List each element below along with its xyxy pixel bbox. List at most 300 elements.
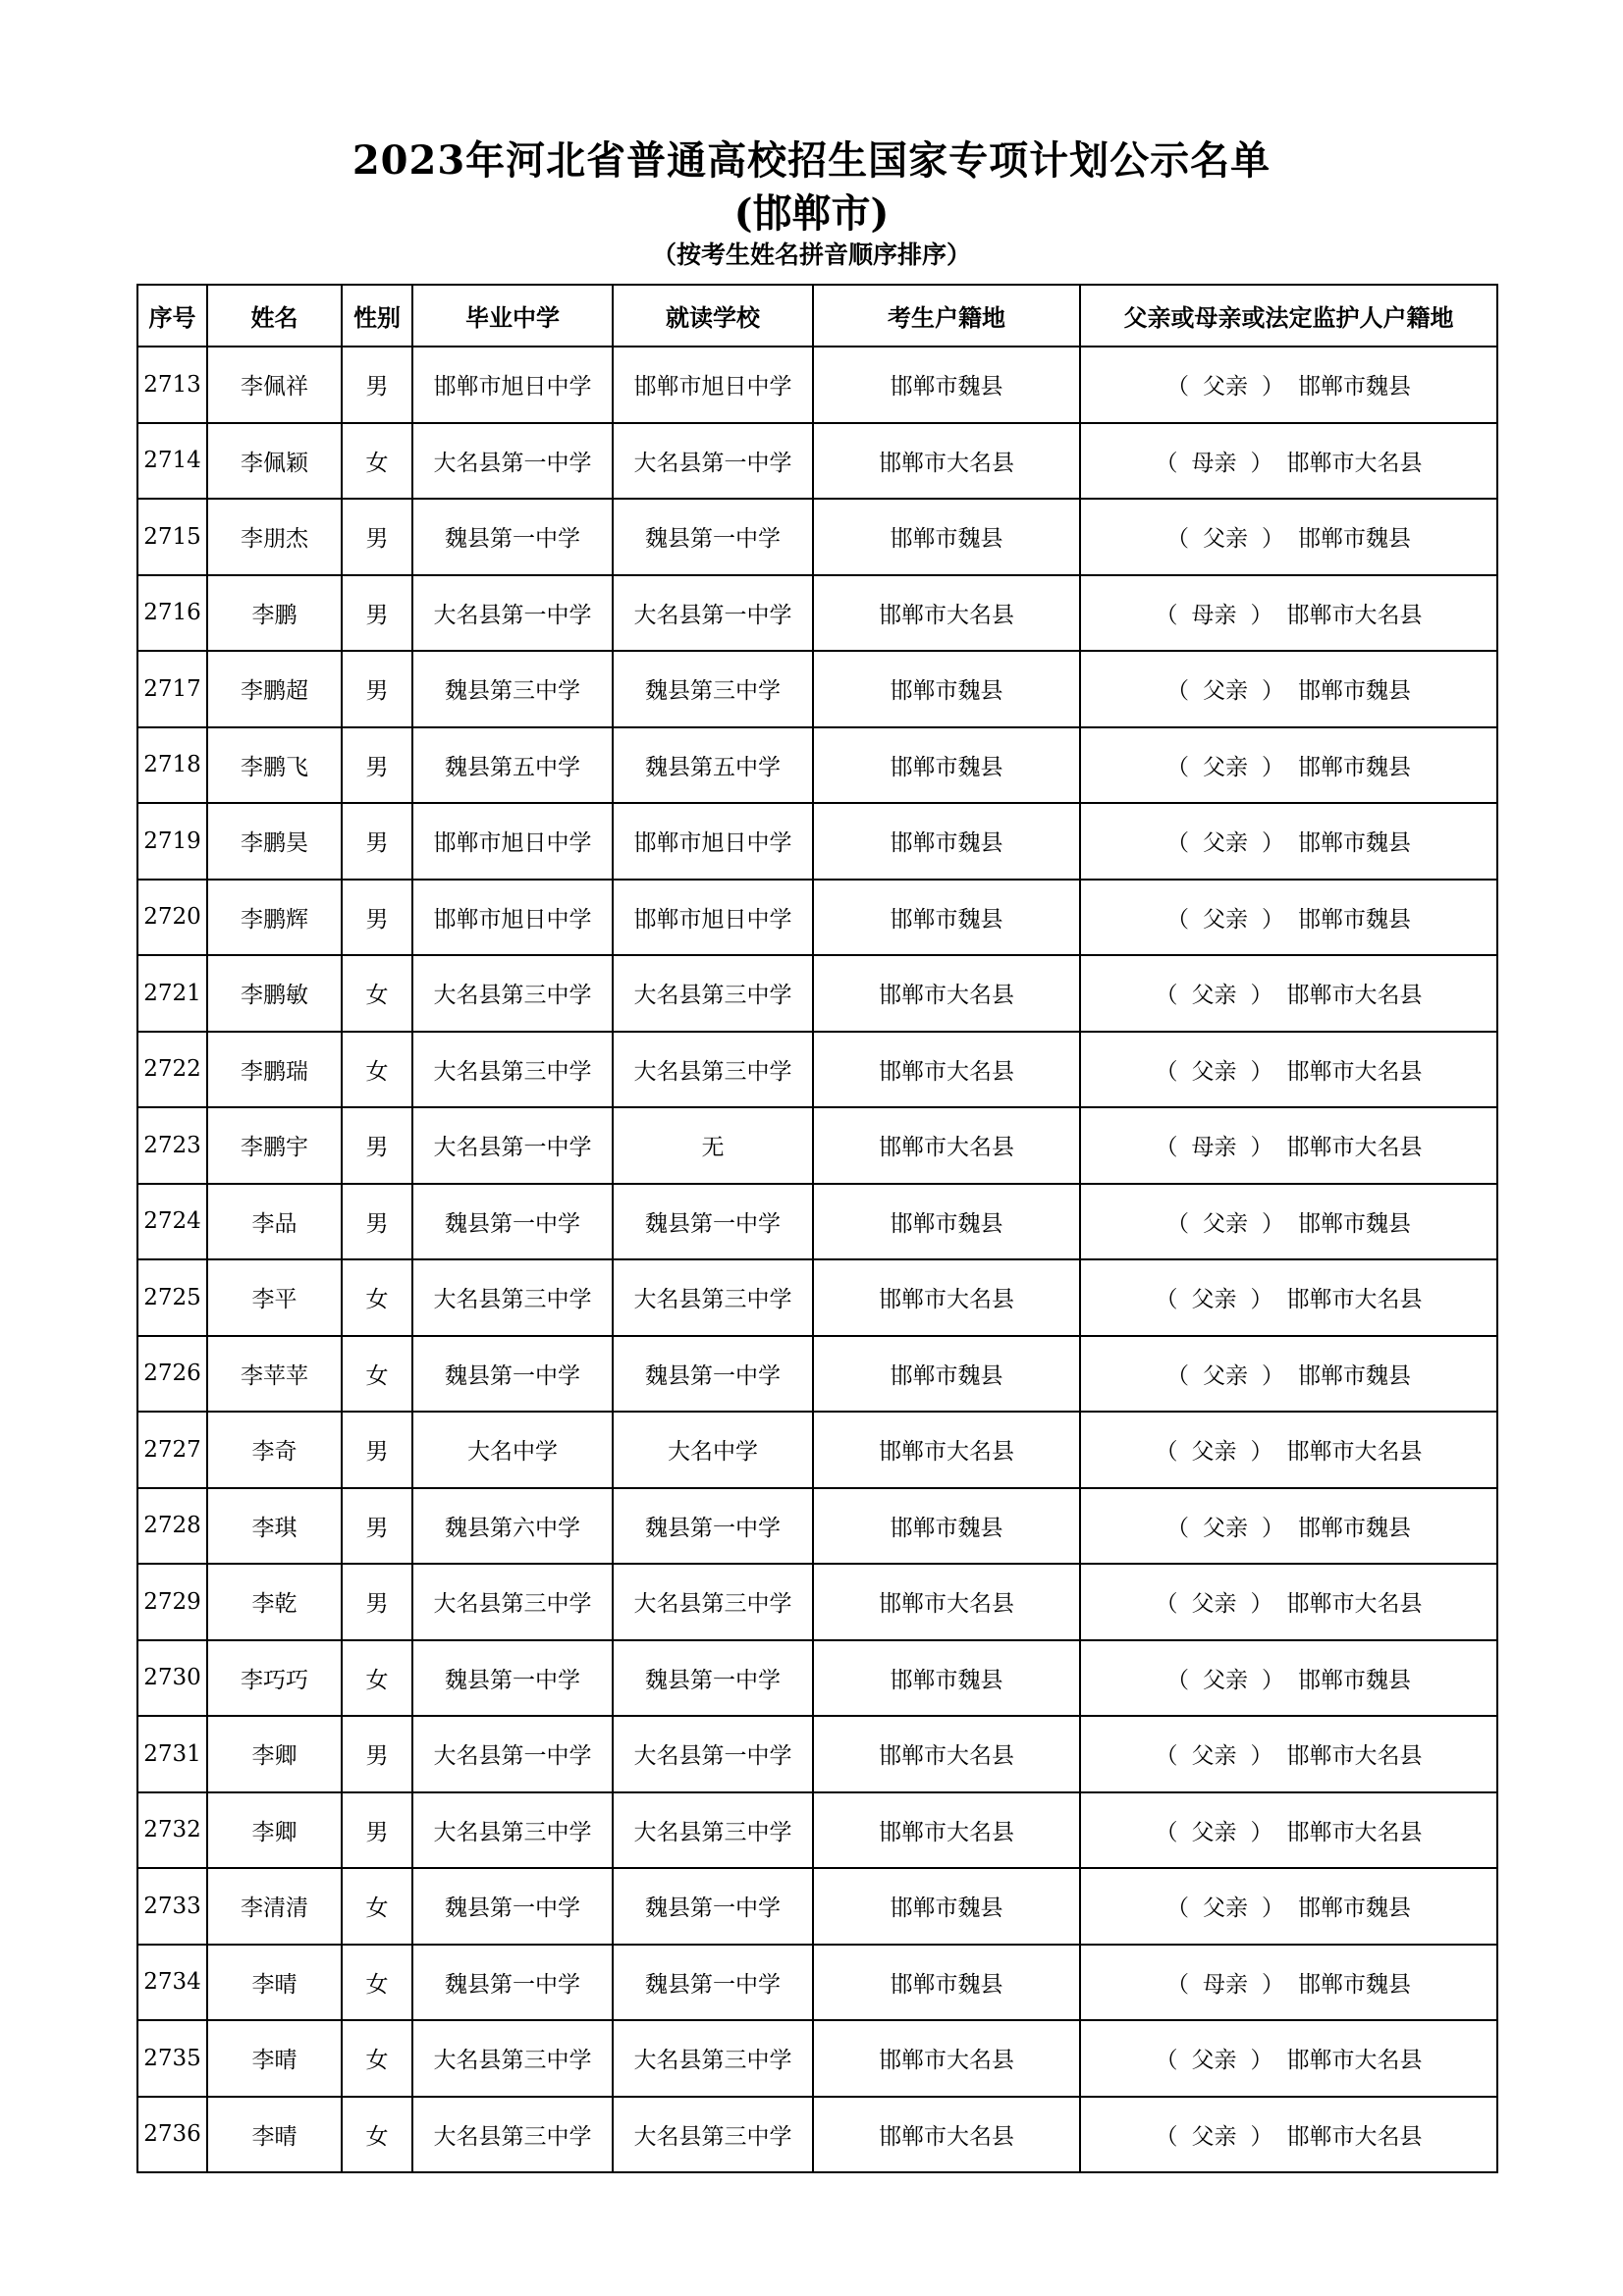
cell-current-school: 邯郸市旭日中学 [613,880,813,956]
cell-guardian-hukou [1080,2020,1497,2097]
cell-grad-school: 大名县第一中学 [412,423,613,500]
guardian-hukou-place: 邯郸市大名县 [1286,1743,1423,1770]
relation-open-paren: （ [1155,450,1178,476]
cell-hukou: 邯郸市魏县 [813,1640,1080,1717]
cell-grad-school: 大名县第三中学 [412,1032,613,1108]
cell-hukou: 邯郸市大名县 [813,1792,1080,1869]
relation-close-paren: ） [1262,1362,1284,1389]
table-row [137,1640,1497,1717]
cell-no: 2713 [137,347,207,423]
cell-gender: 男 [342,575,412,652]
cell-current-school: 无 [613,1107,813,1184]
relation-label: 母亲 [1191,450,1237,476]
cell-guardian-hukou [1080,1945,1497,2021]
relation-open-paren: （ [1166,906,1189,933]
cell-hukou: 邯郸市魏县 [813,1184,1080,1260]
cell-gender: 男 [342,347,412,423]
cell-current-school: 大名县第三中学 [613,955,813,1032]
cell-hukou: 邯郸市大名县 [813,1716,1080,1792]
cell-grad-school: 大名县第三中学 [412,2097,613,2173]
cell-no: 2732 [137,1792,207,1869]
table-row [137,1945,1497,2021]
cell-guardian-hukou [1080,1792,1497,1869]
cell-grad-school: 大名县第三中学 [412,1564,613,1640]
cell-current-school: 大名县第一中学 [613,1716,813,1792]
cell-grad-school: 大名中学 [412,1412,613,1488]
cell-gender: 女 [342,1032,412,1108]
cell-hukou: 邯郸市魏县 [813,1488,1080,1565]
cell-name: 李鹏辉 [207,880,342,956]
relation-open-paren: （ [1166,1210,1189,1237]
cell-no: 2733 [137,1868,207,1945]
relation-close-paren: ） [1262,906,1284,933]
relation-label: 父亲 [1191,1058,1237,1085]
cell-name: 李晴 [207,2020,342,2097]
table-row [137,1032,1497,1108]
relation-close-paren: ） [1262,1971,1284,1998]
table-row [137,880,1497,956]
guardian-hukou-place: 邯郸市大名县 [1286,1135,1423,1161]
city-subtitle: (邯郸市) [733,190,890,237]
guardian-hukou-place: 邯郸市大名县 [1286,602,1423,628]
cell-name: 李苹苹 [207,1336,342,1413]
cell-name: 李品 [207,1184,342,1260]
cell-current-school: 魏县第一中学 [613,1945,813,2021]
cell-gender: 女 [342,1259,412,1336]
cell-hukou: 邯郸市大名县 [813,575,1080,652]
cell-gender: 男 [342,1107,412,1184]
relation-label: 父亲 [1191,1439,1237,1466]
cell-hukou: 邯郸市大名县 [813,955,1080,1032]
cell-grad-school: 邯郸市旭日中学 [412,803,613,880]
table-row [137,1336,1497,1413]
cell-name: 李鹏超 [207,651,342,727]
cell-grad-school: 邯郸市旭日中学 [412,880,613,956]
cell-gender: 女 [342,2097,412,2173]
cell-no: 2727 [137,1412,207,1488]
guardian-hukou-place: 邯郸市大名县 [1286,2123,1423,2150]
cell-gender: 男 [342,1184,412,1260]
relation-open-paren: （ [1155,602,1178,628]
candidate-table [136,284,1498,2173]
guardian-hukou-place: 邯郸市魏县 [1298,830,1411,857]
cell-gender: 男 [342,803,412,880]
relation-label: 父亲 [1203,754,1248,780]
guardian-hukou-place: 邯郸市大名县 [1286,1819,1423,1845]
relation-label: 母亲 [1191,602,1237,628]
cell-no: 2725 [137,1259,207,1336]
relation-close-paren: ） [1262,754,1284,780]
relation-close-paren: ） [1262,1667,1284,1693]
cell-hukou: 邯郸市魏县 [813,347,1080,423]
cell-guardian-hukou [1080,499,1497,575]
cell-current-school: 魏县第一中学 [613,1640,813,1717]
cell-guardian-hukou [1080,651,1497,727]
relation-close-paren: ） [1250,1058,1273,1085]
cell-current-school: 邯郸市旭日中学 [613,347,813,423]
cell-hukou: 邯郸市魏县 [813,880,1080,956]
cell-guardian-hukou [1080,1564,1497,1640]
cell-no: 2720 [137,880,207,956]
cell-no: 2724 [137,1184,207,1260]
cell-grad-school: 邯郸市旭日中学 [412,347,613,423]
guardian-hukou-place: 邯郸市大名县 [1286,983,1423,1009]
table-row [137,727,1497,804]
table-row [137,1412,1497,1488]
table-row [137,499,1497,575]
cell-hukou: 邯郸市魏县 [813,651,1080,727]
relation-open-paren: （ [1166,374,1189,400]
cell-grad-school: 魏县第一中学 [412,1868,613,1945]
table-row [137,347,1497,423]
column-header-no: 序号 [137,285,207,347]
cell-name: 李乾 [207,1564,342,1640]
relation-open-paren: （ [1166,1515,1189,1541]
cell-current-school: 大名县第三中学 [613,1564,813,1640]
cell-name: 李琪 [207,1488,342,1565]
column-header-hukou: 考生户籍地 [813,285,1080,347]
cell-name: 李晴 [207,1945,342,2021]
table-body [137,347,1497,2172]
cell-guardian-hukou [1080,880,1497,956]
cell-name: 李鹏昊 [207,803,342,880]
cell-current-school: 大名县第三中学 [613,2097,813,2173]
table-row [137,2097,1497,2173]
cell-no: 2721 [137,955,207,1032]
cell-hukou: 邯郸市大名县 [813,1259,1080,1336]
cell-gender: 女 [342,1336,412,1413]
cell-guardian-hukou [1080,1488,1497,1565]
guardian-hukou-place: 邯郸市大名县 [1286,450,1423,476]
cell-grad-school: 大名县第三中学 [412,1792,613,1869]
relation-close-paren: ） [1262,1210,1284,1237]
cell-name: 李卿 [207,1792,342,1869]
relation-label: 父亲 [1191,1591,1237,1618]
cell-guardian-hukou [1080,1412,1497,1488]
guardian-hukou-place: 邯郸市魏县 [1298,374,1411,400]
cell-grad-school: 魏县第六中学 [412,1488,613,1565]
cell-guardian-hukou [1080,1107,1497,1184]
relation-close-paren: ） [1250,1819,1273,1845]
cell-guardian-hukou [1080,575,1497,652]
guardian-hukou-place: 邯郸市大名县 [1286,1591,1423,1618]
cell-hukou: 邯郸市大名县 [813,423,1080,500]
cell-guardian-hukou [1080,423,1497,500]
cell-grad-school: 魏县第五中学 [412,727,613,804]
guardian-hukou-place: 邯郸市大名县 [1286,1439,1423,1466]
relation-label: 父亲 [1191,2123,1237,2150]
relation-label: 父亲 [1203,1210,1248,1237]
cell-no: 2723 [137,1107,207,1184]
relation-label: 父亲 [1191,1819,1237,1845]
relation-open-paren: （ [1155,983,1178,1009]
relation-close-paren: ） [1250,1743,1273,1770]
cell-grad-school: 魏县第三中学 [412,651,613,727]
cell-guardian-hukou [1080,1032,1497,1108]
cell-no: 2734 [137,1945,207,2021]
cell-no: 2714 [137,423,207,500]
relation-label: 父亲 [1203,526,1248,553]
relation-open-paren: （ [1155,1135,1178,1161]
relation-label: 父亲 [1203,906,1248,933]
column-header-name: 姓名 [207,285,342,347]
relation-close-paren: ） [1250,2123,1273,2150]
relation-open-paren: （ [1155,1591,1178,1618]
relation-label: 父亲 [1203,374,1248,400]
table-row [137,1564,1497,1640]
cell-grad-school: 魏县第一中学 [412,1336,613,1413]
cell-hukou: 邯郸市魏县 [813,803,1080,880]
cell-grad-school: 大名县第三中学 [412,2020,613,2097]
guardian-hukou-place: 邯郸市魏县 [1298,1896,1411,1922]
guardian-hukou-place: 邯郸市魏县 [1298,754,1411,780]
cell-gender: 男 [342,1792,412,1869]
relation-open-paren: （ [1166,678,1189,705]
cell-name: 李鹏敏 [207,955,342,1032]
relation-open-paren: （ [1155,2123,1178,2150]
guardian-hukou-place: 邯郸市魏县 [1298,678,1411,705]
cell-gender: 女 [342,2020,412,2097]
cell-gender: 女 [342,1640,412,1717]
relation-close-paren: ） [1262,1896,1284,1922]
cell-hukou: 邯郸市魏县 [813,1945,1080,2021]
cell-name: 李鹏瑞 [207,1032,342,1108]
relation-close-paren: ） [1262,678,1284,705]
table-row [137,651,1497,727]
cell-grad-school: 魏县第一中学 [412,1945,613,2021]
cell-current-school: 大名县第一中学 [613,575,813,652]
cell-name: 李鹏飞 [207,727,342,804]
cell-gender: 男 [342,1488,412,1565]
cell-current-school: 魏县第一中学 [613,499,813,575]
relation-close-paren: ） [1250,1591,1273,1618]
column-header-guardian-hukou: 父亲或母亲或法定监护人户籍地 [1080,285,1497,347]
relation-open-paren: （ [1166,1896,1189,1922]
cell-grad-school: 大名县第三中学 [412,955,613,1032]
cell-hukou: 邯郸市大名县 [813,1564,1080,1640]
cell-hukou: 邯郸市魏县 [813,727,1080,804]
cell-guardian-hukou [1080,2097,1497,2173]
cell-current-school: 大名县第三中学 [613,2020,813,2097]
cell-grad-school: 魏县第一中学 [412,499,613,575]
cell-grad-school: 大名县第一中学 [412,575,613,652]
cell-guardian-hukou [1080,1716,1497,1792]
guardian-hukou-place: 邯郸市魏县 [1298,526,1411,553]
cell-name: 李奇 [207,1412,342,1488]
cell-grad-school: 魏县第一中学 [412,1184,613,1260]
cell-no: 2719 [137,803,207,880]
table-row [137,1488,1497,1565]
column-header-grad-school: 毕业中学 [412,285,613,347]
cell-no: 2735 [137,2020,207,2097]
cell-name: 李平 [207,1259,342,1336]
table-row [137,1259,1497,1336]
cell-current-school: 魏县第一中学 [613,1184,813,1260]
cell-guardian-hukou [1080,1259,1497,1336]
guardian-hukou-place: 邯郸市大名县 [1286,2048,1423,2074]
cell-current-school: 魏县第一中学 [613,1868,813,1945]
table-row [137,1716,1497,1792]
relation-label: 父亲 [1191,2048,1237,2074]
relation-label: 母亲 [1203,1971,1248,1998]
cell-hukou: 邯郸市大名县 [813,2020,1080,2097]
cell-name: 李佩祥 [207,347,342,423]
cell-guardian-hukou [1080,347,1497,423]
cell-hukou: 邯郸市大名县 [813,1412,1080,1488]
cell-current-school: 魏县第五中学 [613,727,813,804]
relation-close-paren: ） [1262,526,1284,553]
cell-hukou: 邯郸市大名县 [813,2097,1080,2173]
table-row [137,575,1497,652]
cell-gender: 女 [342,1945,412,2021]
cell-grad-school: 魏县第一中学 [412,1640,613,1717]
relation-label: 父亲 [1203,1667,1248,1693]
guardian-hukou-place: 邯郸市魏县 [1298,1210,1411,1237]
cell-current-school: 大名县第三中学 [613,1259,813,1336]
cell-guardian-hukou [1080,1336,1497,1413]
guardian-hukou-place: 邯郸市魏县 [1298,1515,1411,1541]
relation-open-paren: （ [1155,1743,1178,1770]
cell-current-school: 魏县第一中学 [613,1488,813,1565]
cell-grad-school: 大名县第一中学 [412,1716,613,1792]
cell-name: 李清清 [207,1868,342,1945]
cell-no: 2728 [137,1488,207,1565]
cell-current-school: 大名中学 [613,1412,813,1488]
relation-close-paren: ） [1250,450,1273,476]
relation-open-paren: （ [1155,1287,1178,1313]
cell-name: 李巧巧 [207,1640,342,1717]
column-header-current-school: 就读学校 [613,285,813,347]
cell-hukou: 邯郸市魏县 [813,499,1080,575]
relation-open-paren: （ [1155,1058,1178,1085]
cell-name: 李晴 [207,2097,342,2173]
cell-gender: 男 [342,727,412,804]
cell-current-school: 邯郸市旭日中学 [613,803,813,880]
cell-current-school: 大名县第三中学 [613,1032,813,1108]
relation-open-paren: （ [1155,1439,1178,1466]
cell-guardian-hukou [1080,803,1497,880]
cell-name: 李卿 [207,1716,342,1792]
relation-open-paren: （ [1166,830,1189,857]
cell-no: 2718 [137,727,207,804]
relation-label: 父亲 [1191,1287,1237,1313]
cell-gender: 女 [342,955,412,1032]
guardian-hukou-place: 邯郸市魏县 [1298,906,1411,933]
relation-close-paren: ） [1262,374,1284,400]
relation-label: 父亲 [1203,1362,1248,1389]
guardian-hukou-place: 邯郸市大名县 [1286,1058,1423,1085]
table-row [137,1184,1497,1260]
relation-label: 父亲 [1191,983,1237,1009]
relation-label: 父亲 [1203,1515,1248,1541]
relation-label: 母亲 [1191,1135,1237,1161]
cell-guardian-hukou [1080,727,1497,804]
cell-no: 2729 [137,1564,207,1640]
table-row [137,1868,1497,1945]
guardian-hukou-place: 邯郸市魏县 [1298,1667,1411,1693]
table-row [137,1107,1497,1184]
table-row [137,955,1497,1032]
relation-open-paren: （ [1166,1971,1189,1998]
cell-no: 2731 [137,1716,207,1792]
cell-guardian-hukou [1080,1184,1497,1260]
cell-gender: 男 [342,651,412,727]
relation-label: 父亲 [1203,678,1248,705]
cell-no: 2730 [137,1640,207,1717]
cell-name: 李佩颖 [207,423,342,500]
cell-name: 李朋杰 [207,499,342,575]
cell-name: 李鹏宇 [207,1107,342,1184]
cell-gender: 男 [342,499,412,575]
table-row [137,2020,1497,2097]
cell-gender: 男 [342,1564,412,1640]
table-header-row [137,285,1497,347]
relation-close-paren: ） [1250,1439,1273,1466]
relation-open-paren: （ [1166,1667,1189,1693]
table-row [137,423,1497,500]
table-row [137,803,1497,880]
cell-hukou: 邯郸市魏县 [813,1336,1080,1413]
relation-close-paren: ） [1250,602,1273,628]
cell-no: 2726 [137,1336,207,1413]
cell-no: 2717 [137,651,207,727]
cell-grad-school: 大名县第一中学 [412,1107,613,1184]
relation-label: 父亲 [1203,1896,1248,1922]
relation-label: 父亲 [1191,1743,1237,1770]
cell-guardian-hukou [1080,1868,1497,1945]
relation-close-paren: ） [1250,1135,1273,1161]
relation-close-paren: ） [1262,830,1284,857]
cell-current-school: 大名县第一中学 [613,423,813,500]
cell-no: 2722 [137,1032,207,1108]
cell-gender: 女 [342,1868,412,1945]
cell-gender: 男 [342,1716,412,1792]
cell-no: 2715 [137,499,207,575]
cell-hukou: 邯郸市大名县 [813,1032,1080,1108]
sort-note: （按考生姓名拼音顺序排序） [651,240,971,269]
cell-gender: 女 [342,423,412,500]
cell-hukou: 邯郸市魏县 [813,1868,1080,1945]
cell-gender: 男 [342,880,412,956]
guardian-hukou-place: 邯郸市大名县 [1286,1287,1423,1313]
relation-open-paren: （ [1155,1819,1178,1845]
guardian-hukou-place: 邯郸市魏县 [1298,1362,1411,1389]
table-row [137,1792,1497,1869]
relation-close-paren: ） [1262,1515,1284,1541]
cell-no: 2716 [137,575,207,652]
relation-open-paren: （ [1166,754,1189,780]
cell-current-school: 魏县第一中学 [613,1336,813,1413]
cell-current-school: 大名县第三中学 [613,1792,813,1869]
cell-guardian-hukou [1080,1640,1497,1717]
cell-gender: 男 [342,1412,412,1488]
relation-close-paren: ） [1250,1287,1273,1313]
relation-open-paren: （ [1166,1362,1189,1389]
column-header-gender: 性别 [342,285,412,347]
relation-close-paren: ） [1250,983,1273,1009]
relation-close-paren: ） [1250,2048,1273,2074]
document-title: 2023年河北省普通高校招生国家专项计划公示名单 [352,137,1271,184]
cell-no: 2736 [137,2097,207,2173]
cell-grad-school: 大名县第三中学 [412,1259,613,1336]
cell-current-school: 魏县第三中学 [613,651,813,727]
cell-name: 李鹏 [207,575,342,652]
relation-label: 父亲 [1203,830,1248,857]
cell-hukou: 邯郸市大名县 [813,1107,1080,1184]
relation-open-paren: （ [1155,2048,1178,2074]
cell-guardian-hukou [1080,955,1497,1032]
relation-open-paren: （ [1166,526,1189,553]
